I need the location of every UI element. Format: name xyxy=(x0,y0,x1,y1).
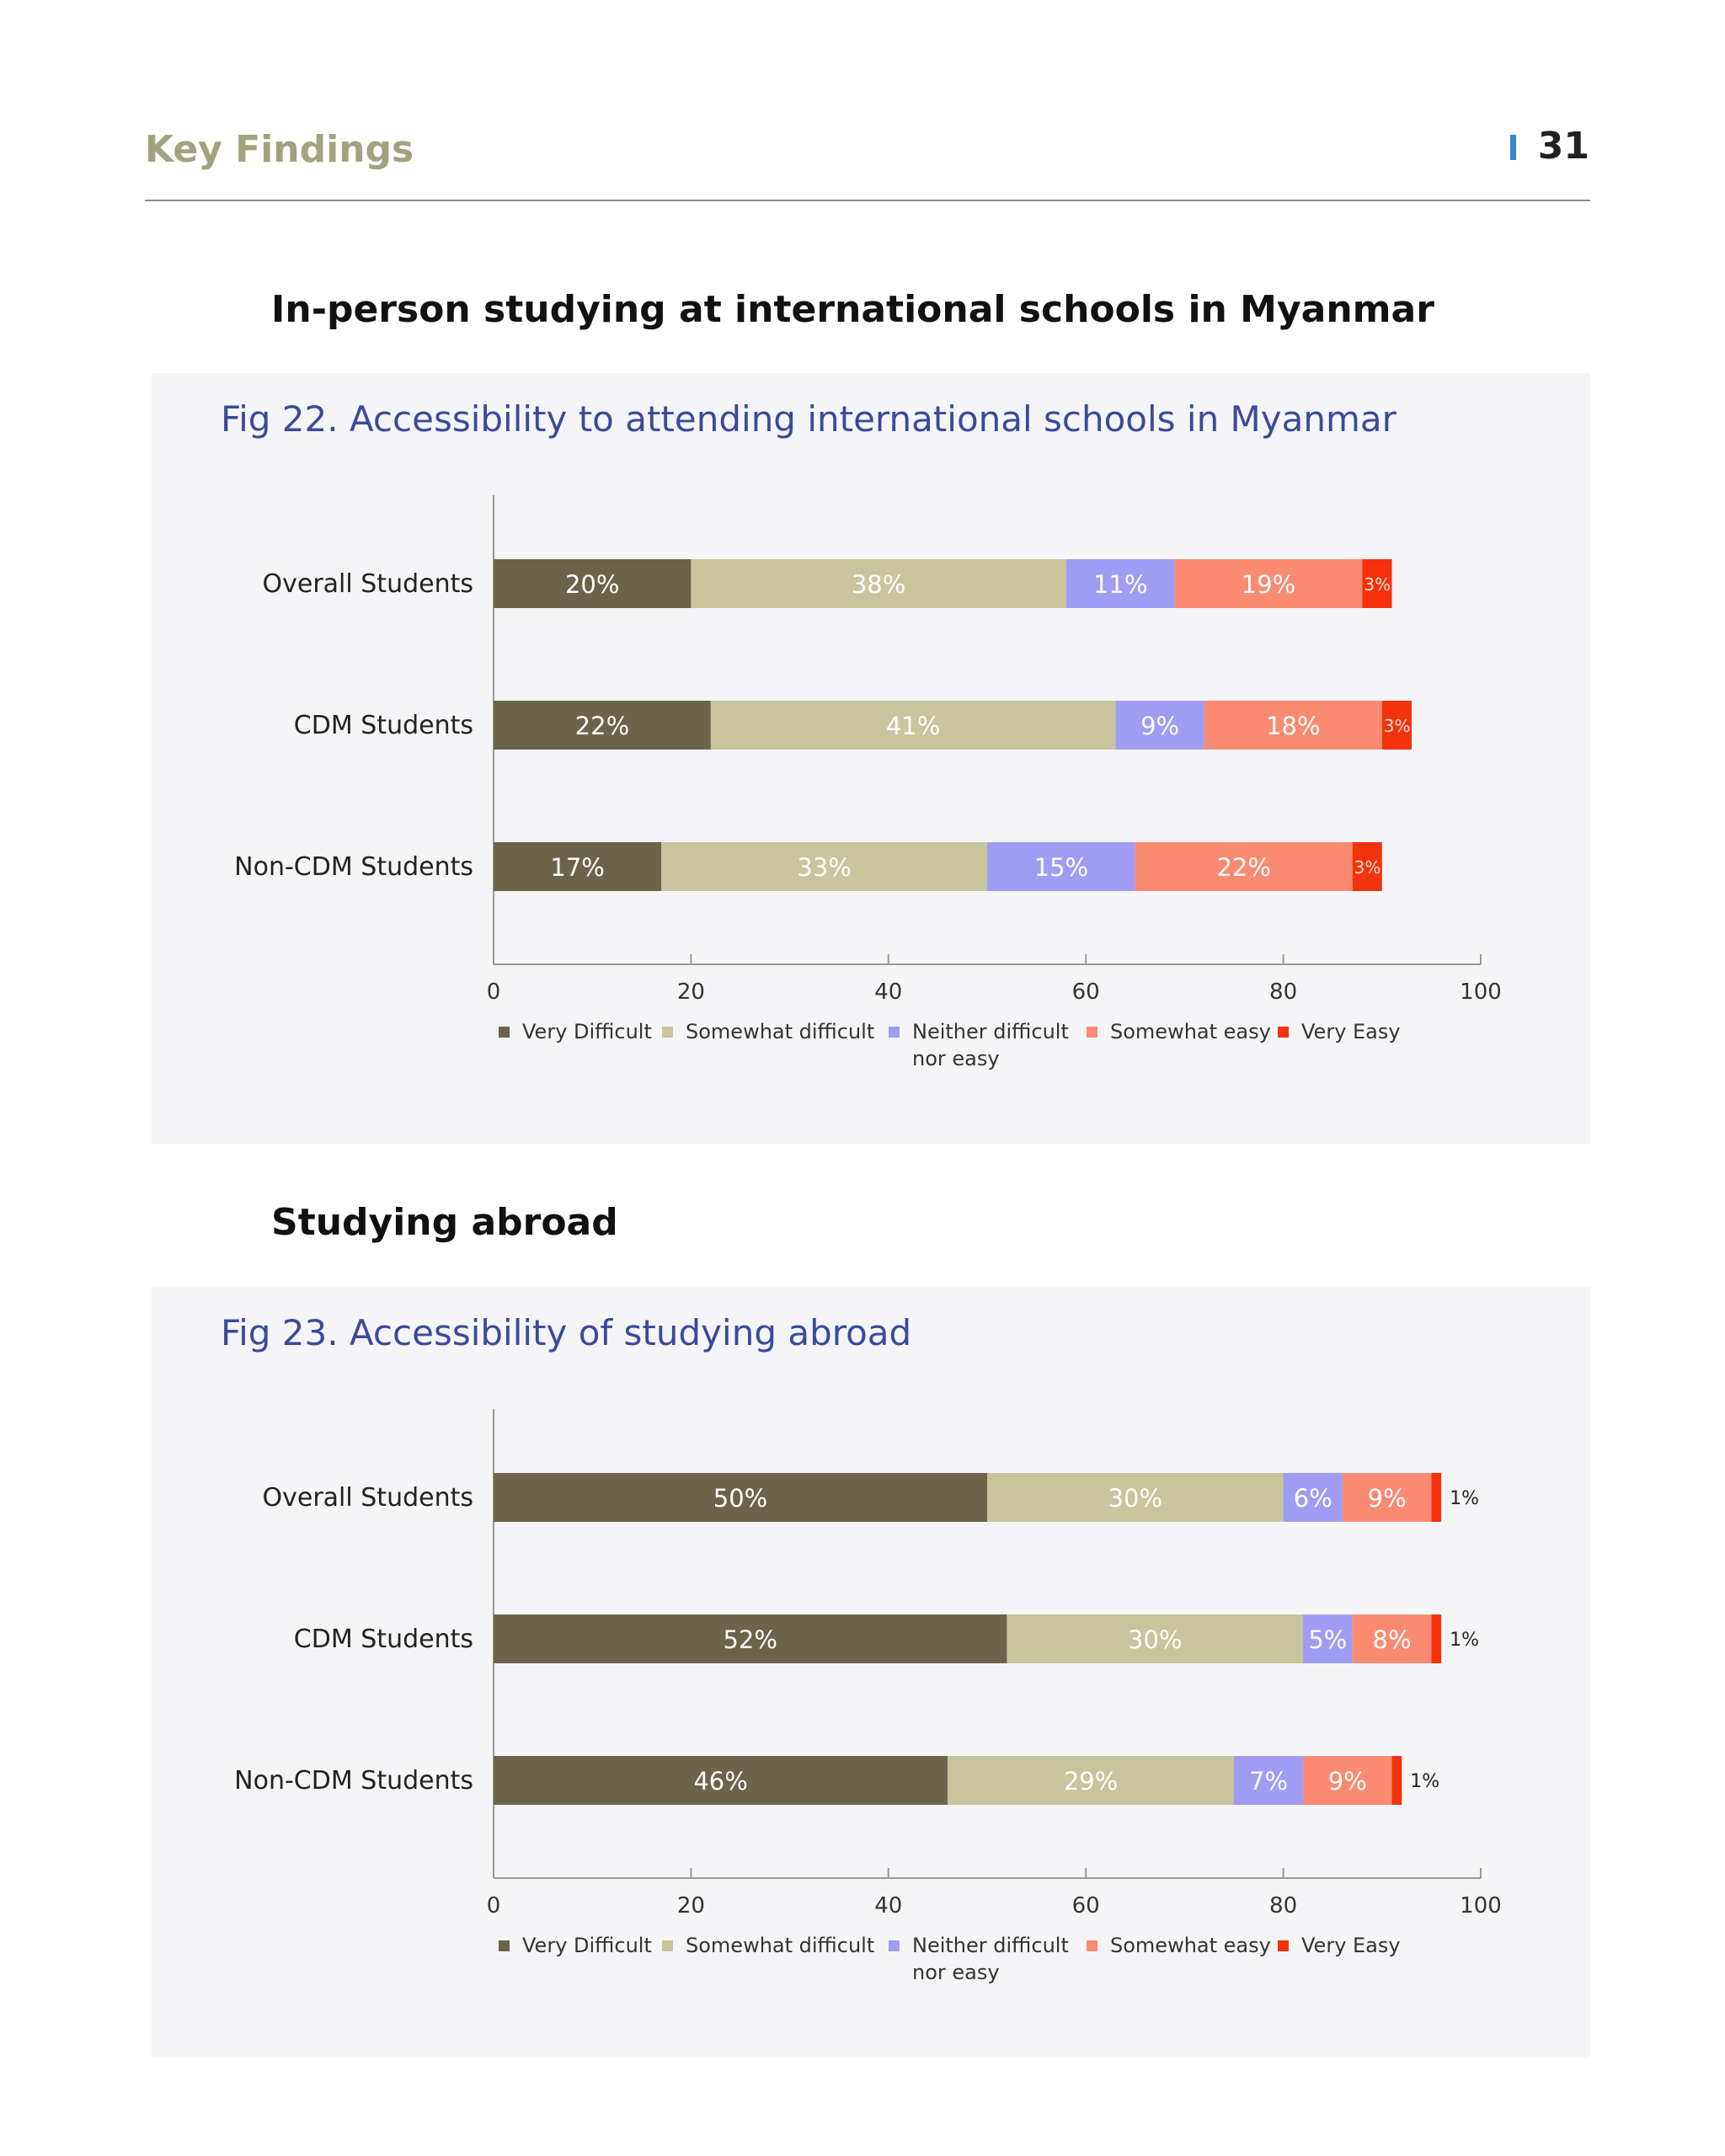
bar-segment xyxy=(1431,1614,1441,1663)
x-tick-label: 0 xyxy=(486,979,501,1005)
data-label: 11% xyxy=(1092,570,1148,599)
category-label: Overall Students xyxy=(262,1483,473,1513)
legend-label: Very Easy xyxy=(1301,1020,1401,1043)
legend-label: nor easy xyxy=(912,1047,1000,1070)
data-label: 9% xyxy=(1367,1484,1407,1513)
data-label: 1% xyxy=(1410,1771,1440,1792)
legend-label: Very Difficult xyxy=(522,1934,652,1957)
x-tick-label: 40 xyxy=(874,979,903,1005)
figure-title-22: Fig 22. Accessibility to attending international schools in Myanmar xyxy=(221,398,1397,440)
bar-segment xyxy=(1431,1473,1441,1522)
data-label: 41% xyxy=(885,712,941,740)
x-tick-label: 20 xyxy=(676,1893,705,1919)
legend-swatch xyxy=(1087,1027,1097,1038)
legend-swatch xyxy=(499,1027,510,1038)
category-label: Overall Students xyxy=(262,569,473,599)
data-label: 38% xyxy=(851,570,906,599)
legend-label: Somewhat difficult xyxy=(686,1934,875,1957)
x-tick-label: 20 xyxy=(676,979,705,1005)
data-label: 9% xyxy=(1140,712,1180,740)
x-tick-label: 60 xyxy=(1071,1893,1100,1919)
data-label: 8% xyxy=(1372,1625,1412,1654)
data-label: 3% xyxy=(1354,857,1381,878)
x-tick-label: 100 xyxy=(1460,1893,1502,1919)
category-label: CDM Students xyxy=(293,1625,473,1654)
section-heading-in-person: In-person studying at international schools in Myanmar xyxy=(271,288,1434,331)
data-label: 50% xyxy=(713,1484,768,1513)
data-label: 18% xyxy=(1266,712,1321,740)
data-label: 29% xyxy=(1063,1767,1119,1796)
data-label: 33% xyxy=(797,853,852,882)
category-label: Non-CDM Students xyxy=(234,852,473,882)
header-title: Key Findings xyxy=(145,128,414,171)
x-tick-label: 0 xyxy=(486,1893,501,1919)
data-label: 6% xyxy=(1293,1484,1332,1513)
legend-label: Neither difficult xyxy=(912,1020,1069,1043)
section-heading-abroad: Studying abroad xyxy=(271,1201,618,1244)
x-tick-label: 40 xyxy=(874,1893,903,1919)
data-label: 3% xyxy=(1383,716,1411,736)
legend-swatch xyxy=(889,1027,900,1038)
legend-swatch xyxy=(662,1940,673,1951)
data-label: 9% xyxy=(1327,1767,1367,1796)
data-label: 30% xyxy=(1108,1484,1163,1513)
category-label: Non-CDM Students xyxy=(234,1766,473,1796)
legend-swatch xyxy=(1278,1940,1289,1951)
x-tick-label: 80 xyxy=(1269,979,1298,1005)
header-divider xyxy=(145,200,1590,201)
page-marker-bar xyxy=(1510,135,1516,160)
data-label: 30% xyxy=(1128,1625,1183,1654)
page-number: 31 xyxy=(1537,125,1589,168)
legend-label: Very Easy xyxy=(1301,1934,1401,1957)
figure-panel-23 xyxy=(152,1287,1590,2057)
legend-swatch xyxy=(662,1027,673,1038)
data-label: 22% xyxy=(1216,853,1271,882)
x-tick-label: 80 xyxy=(1269,1893,1298,1919)
legend-swatch xyxy=(499,1940,510,1951)
data-label: 17% xyxy=(550,853,605,882)
legend-label: Somewhat difficult xyxy=(686,1020,875,1043)
x-tick-label: 100 xyxy=(1460,979,1502,1005)
data-label: 52% xyxy=(723,1625,777,1654)
legend-label: Somewhat easy xyxy=(1110,1934,1271,1957)
legend-swatch xyxy=(1278,1027,1289,1038)
legend-swatch xyxy=(889,1940,900,1951)
figure-title-23: Fig 23. Accessibility of studying abroad xyxy=(221,1312,912,1353)
data-label: 5% xyxy=(1308,1625,1348,1654)
legend-label: nor easy xyxy=(912,1961,1000,1984)
data-label: 1% xyxy=(1450,1630,1480,1651)
data-label: 19% xyxy=(1241,570,1296,599)
bar-segment xyxy=(1392,1756,1402,1805)
figure-panel-22 xyxy=(152,373,1590,1144)
data-label: 1% xyxy=(1450,1488,1480,1509)
data-label: 20% xyxy=(564,570,620,599)
data-label: 22% xyxy=(574,712,630,740)
legend-label: Very Difficult xyxy=(522,1020,652,1043)
data-label: 15% xyxy=(1033,853,1089,882)
data-label: 3% xyxy=(1364,574,1391,595)
legend-swatch xyxy=(1087,1940,1097,1951)
x-tick-label: 60 xyxy=(1071,979,1100,1005)
data-label: 7% xyxy=(1249,1767,1289,1796)
legend-label: Somewhat easy xyxy=(1110,1020,1271,1043)
chart-fig-22 xyxy=(152,373,1590,1144)
category-label: CDM Students xyxy=(293,711,473,740)
data-label: 46% xyxy=(693,1767,748,1796)
chart-fig-23 xyxy=(152,1287,1590,2057)
legend-label: Neither difficult xyxy=(912,1934,1069,1957)
